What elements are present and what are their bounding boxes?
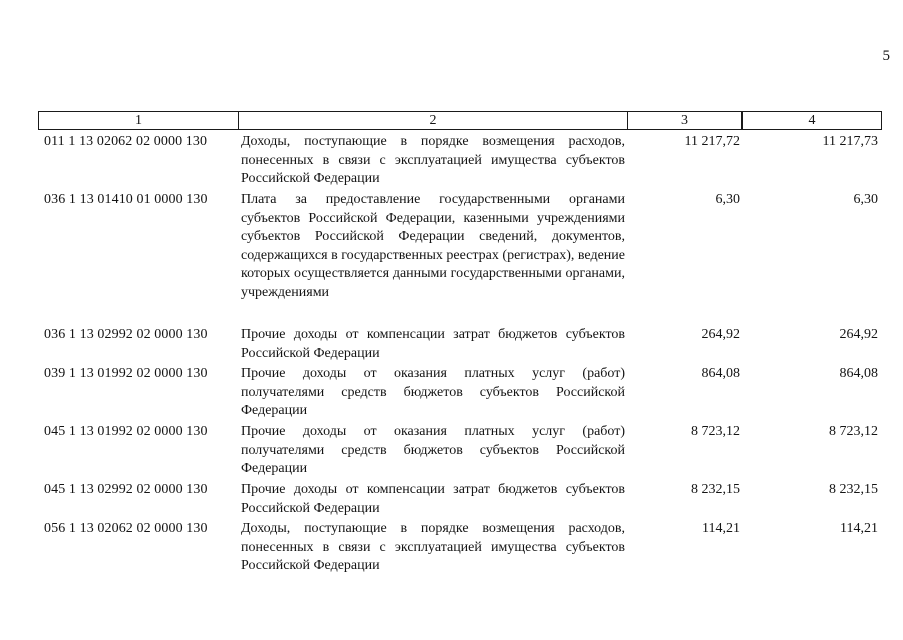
header-col-1: 1 bbox=[38, 111, 239, 130]
amount-col-3: 6,30 bbox=[715, 192, 740, 207]
revenue-code: 036 1 13 02992 02 0000 130 bbox=[44, 327, 208, 342]
amount-col-4: 11 217,73 bbox=[822, 134, 878, 149]
amount-col-3: 264,92 bbox=[701, 327, 740, 342]
amount-col-3: 864,08 bbox=[701, 366, 740, 381]
revenue-code: 039 1 13 01992 02 0000 130 bbox=[44, 366, 208, 381]
revenue-description: Прочие доходы от оказания платных услуг (работ) получателями средств бюджетов субъектов Российской Федерации bbox=[241, 424, 625, 476]
revenue-description: Прочие доходы от компенсации затрат бюджетов субъектов Российской Федерации bbox=[241, 327, 625, 361]
revenue-code: 056 1 13 02062 02 0000 130 bbox=[44, 521, 208, 536]
revenue-code: 036 1 13 01410 01 0000 130 bbox=[44, 192, 208, 207]
amount-col-3: 8 232,15 bbox=[691, 482, 740, 497]
amount-col-4: 264,92 bbox=[839, 327, 878, 342]
amount-col-3: 114,21 bbox=[702, 521, 740, 536]
amount-col-4: 114,21 bbox=[840, 521, 878, 536]
revenue-description: Доходы, поступающие в порядке возмещения расходов, понесенных в связи с эксплуатацией имущества субъектов Российской Федерации bbox=[241, 134, 625, 186]
revenue-code: 045 1 13 01992 02 0000 130 bbox=[44, 424, 208, 439]
revenue-description: Прочие доходы от компенсации затрат бюджетов субъектов Российской Федерации bbox=[241, 482, 625, 516]
amount-col-3: 11 217,72 bbox=[684, 134, 740, 149]
page-number: 5 bbox=[882, 48, 890, 64]
amount-col-4: 6,30 bbox=[853, 192, 878, 207]
header-col-4: 4 bbox=[742, 111, 882, 130]
revenue-code: 045 1 13 02992 02 0000 130 bbox=[44, 482, 208, 497]
revenue-description: Доходы, поступающие в порядке возмещения расходов, понесенных в связи с эксплуатацией имущества субъектов Российской Федерации bbox=[241, 521, 625, 573]
amount-col-4: 8 723,12 bbox=[829, 424, 878, 439]
revenue-code: 011 1 13 02062 02 0000 130 bbox=[44, 134, 208, 149]
amount-col-4: 864,08 bbox=[839, 366, 878, 381]
revenue-description: Плата за предоставление государственными органами субъектов Российской Федерации, казенными учреждениями субъектов Российской Федерации сведений, документов, содержащихся в государственных реестрах (регистрах), ведение которых осуществляется данными государственными органами, учреждениями bbox=[241, 192, 625, 300]
amount-col-3: 8 723,12 bbox=[691, 424, 740, 439]
revenue-description: Прочие доходы от оказания платных услуг (работ) получателями средств бюджетов субъектов Российской Федерации bbox=[241, 366, 625, 418]
amount-col-4: 8 232,15 bbox=[829, 482, 878, 497]
header-col-3: 3 bbox=[627, 111, 742, 130]
header-col-2: 2 bbox=[238, 111, 628, 130]
